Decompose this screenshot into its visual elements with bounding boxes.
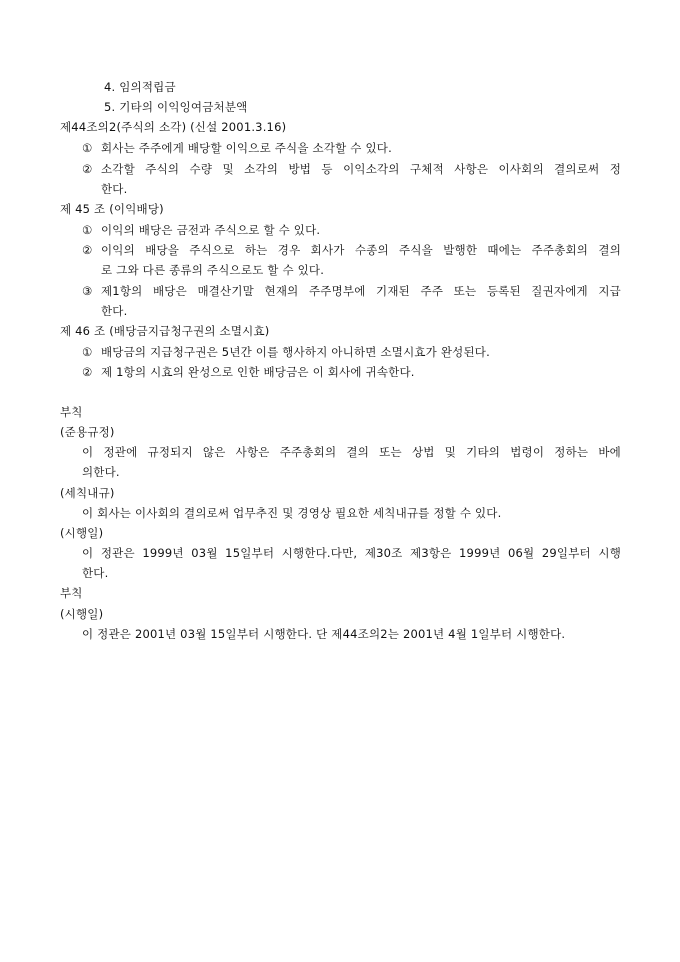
- clause-marker: ①: [82, 141, 93, 155]
- clause-text: 회사는 주주에게 배당할 이익으로 주식을 소각할 수 있다.: [101, 141, 392, 155]
- section-label: (세칙내규): [60, 486, 115, 500]
- clause-text-continued: 로 그와 다른 종류의 주식으로도 할 수 있다.: [101, 263, 325, 277]
- article-46-heading: 제 46 조 (배당금지급청구권의 소멸시효): [60, 324, 270, 338]
- section-label: (준용규정): [60, 425, 115, 439]
- clause-marker: ②: [82, 162, 93, 176]
- clause-text: 이익의 배당을 주식으로 하는 경우 회사가 수종의 주식을 발행한 때에는 주주총회의 결의: [101, 243, 621, 257]
- paragraph-text: 이 정관은 1999년 03월 15일부터 시행한다.다만, 제30조 제3항은 1999년 06월 29일부터 시행: [82, 546, 621, 560]
- item-4: 4. 임의적립금: [104, 80, 176, 94]
- paragraph-text: 이 회사는 이사회의 결의로써 업무추진 및 경영상 필요한 세칙내규를 정할 수 있다.: [82, 506, 502, 520]
- clause-marker: ②: [82, 243, 93, 257]
- supplementary-heading: 부칙: [60, 405, 83, 419]
- section-label: (시행일): [60, 607, 104, 621]
- paragraph-text-continued: 의한다.: [82, 465, 120, 479]
- clause-marker: ③: [82, 284, 93, 298]
- clause-text: 배당금의 지급청구권은 5년간 이를 행사하지 아니하면 소멸시효가 완성된다.: [101, 345, 490, 359]
- article-45-heading: 제 45 조 (이익배당): [60, 202, 164, 216]
- paragraph-text: 이 정관에 규정되지 않은 사항은 주주총회의 결의 또는 상법 및 기타의 법령이 정하는 바에: [82, 445, 621, 459]
- supplementary-heading: 부칙: [60, 586, 83, 600]
- clause-marker: ②: [82, 365, 93, 379]
- paragraph-text-continued: 한다.: [82, 566, 109, 580]
- clause-text-continued: 한다.: [101, 304, 128, 318]
- clause-text: 제 1항의 시효의 완성으로 인한 배당금은 이 회사에 귀속한다.: [101, 365, 415, 379]
- paragraph-text: 이 정관은 2001년 03월 15일부터 시행한다. 단 제44조의2는 2001년 4월 1일부터 시행한다.: [82, 627, 566, 641]
- clause-marker: ①: [82, 345, 93, 359]
- clause-text: 제1항의 배당은 매결산기말 현재의 주주명부에 기재된 주주 또는 등록된 질권자에게 지급: [101, 284, 621, 298]
- clause-text: 이익의 배당은 금전과 주식으로 할 수 있다.: [101, 223, 321, 237]
- clause-text-continued: 한다.: [101, 182, 128, 196]
- clause-text: 소각할 주식의 수량 및 소각의 방법 등 이익소각의 구체적 사항은 이사회의 결의로써 정: [101, 162, 621, 176]
- article-44-2-heading: 제44조의2(주식의 소각) (신설 2001.3.16): [60, 120, 287, 134]
- item-5: 5. 기타의 이익잉여금처분액: [104, 100, 248, 114]
- section-label: (시행일): [60, 526, 104, 540]
- clause-marker: ①: [82, 223, 93, 237]
